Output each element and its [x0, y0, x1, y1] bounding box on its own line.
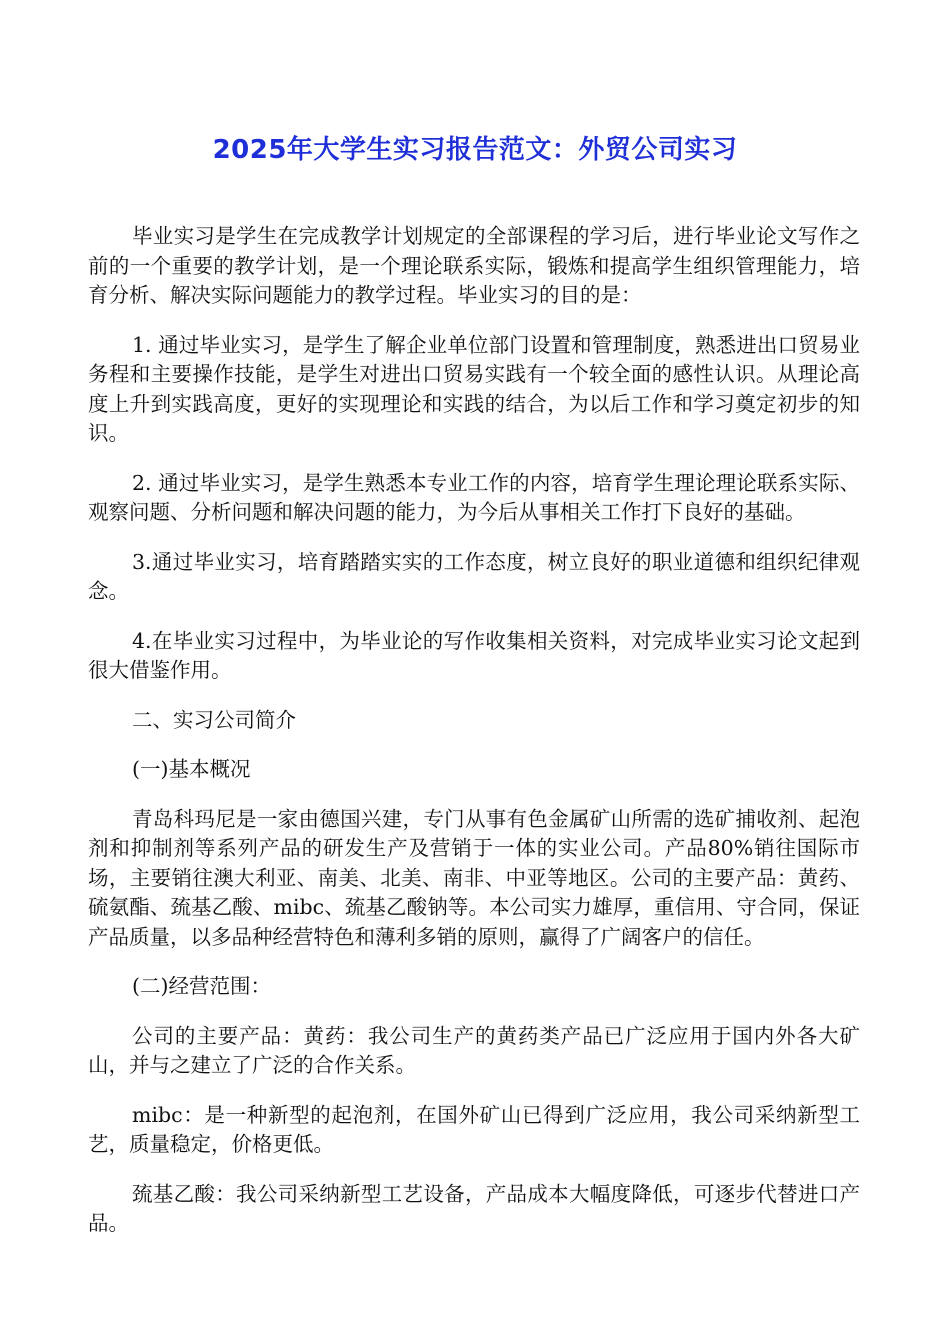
paragraph-purpose-4: 4.在毕业实习过程中，为毕业论的写作收集相关资料，对完成毕业实习论文起到很大借鉴作用。 [88, 628, 860, 682]
document-body [88, 222, 860, 1259]
paragraph-purpose-2: 2. 通过毕业实习，是学生熟悉本专业工作的内容，培育学生理论理论联系实际、观察问题、分析问题和解决问题的能力，为今后从事相关工作打下良好的基础。 [88, 470, 860, 524]
paragraph-purpose-1: 1. 通过毕业实习，是学生了解企业单位部门设置和管理制度，熟悉进出口贸易业务程和主要操作技能，是学生对进出口贸易实践有一个较全面的感性认识。从理论高度上升到实践高度，更好的实现理论和实践的结合，为以后工作和学习奠定初步的知识。 [88, 332, 860, 445]
paragraph-purpose-3: 3.通过毕业实习，培育踏踏实实的工作态度，树立良好的职业道德和组织纪律观念。 [88, 549, 860, 603]
document-title: 2025年大学生实习报告范文：外贸公司实习 [212, 135, 738, 165]
subsection-heading-overview: (一)基本概况 [132, 757, 251, 781]
paragraph-company-overview: 青岛科玛尼是一家由德国兴建，专门从事有色金属矿山所需的选矿捕收剂、起泡剂和抑制剂等系列产品的研发生产及营销于一体的实业公司。产品80%销往国际市场，主要销往澳大利亚、南美、北美、南非、中亚等地区。公司的主要产品：黄药、硫氨酯、巯基乙酸、mibc、巯基乙酸钠等。本公司实力雄厚，重信用、守合同，保证产品质量，以多品种经营特色和薄利多销的原则，赢得了广阔客户的信任。 [88, 806, 860, 949]
paragraph-intro: 毕业实习是学生在完成教学计划规定的全部课程的学习后，进行毕业论文写作之前的一个重要的教学计划，是一个理论联系实际，锻炼和提高学生组织管理能力，培育分析、解决实际问题能力的教学过程。毕业实习的目的是： [88, 224, 860, 307]
paragraph-product-xanthate: 公司的主要产品：黄药：我公司生产的黄药类产品已广泛应用于国内外各大矿山，并与之建立了广泛的合作关系。 [88, 1023, 860, 1077]
section-heading-company: 二、实习公司简介 [132, 707, 296, 732]
paragraph-product-thioglycolic: 巯基乙酸：我公司采纳新型工艺设备，产品成本大幅度降低，可逐步代替进口产品。 [88, 1181, 860, 1235]
paragraph-product-mibc: mibc：是一种新型的起泡剂，在国外矿山已得到广泛应用，我公司采纳新型工艺，质量稳定，价格更低。 [88, 1102, 860, 1156]
subsection-heading-scope: (二)经营范围： [132, 974, 271, 998]
